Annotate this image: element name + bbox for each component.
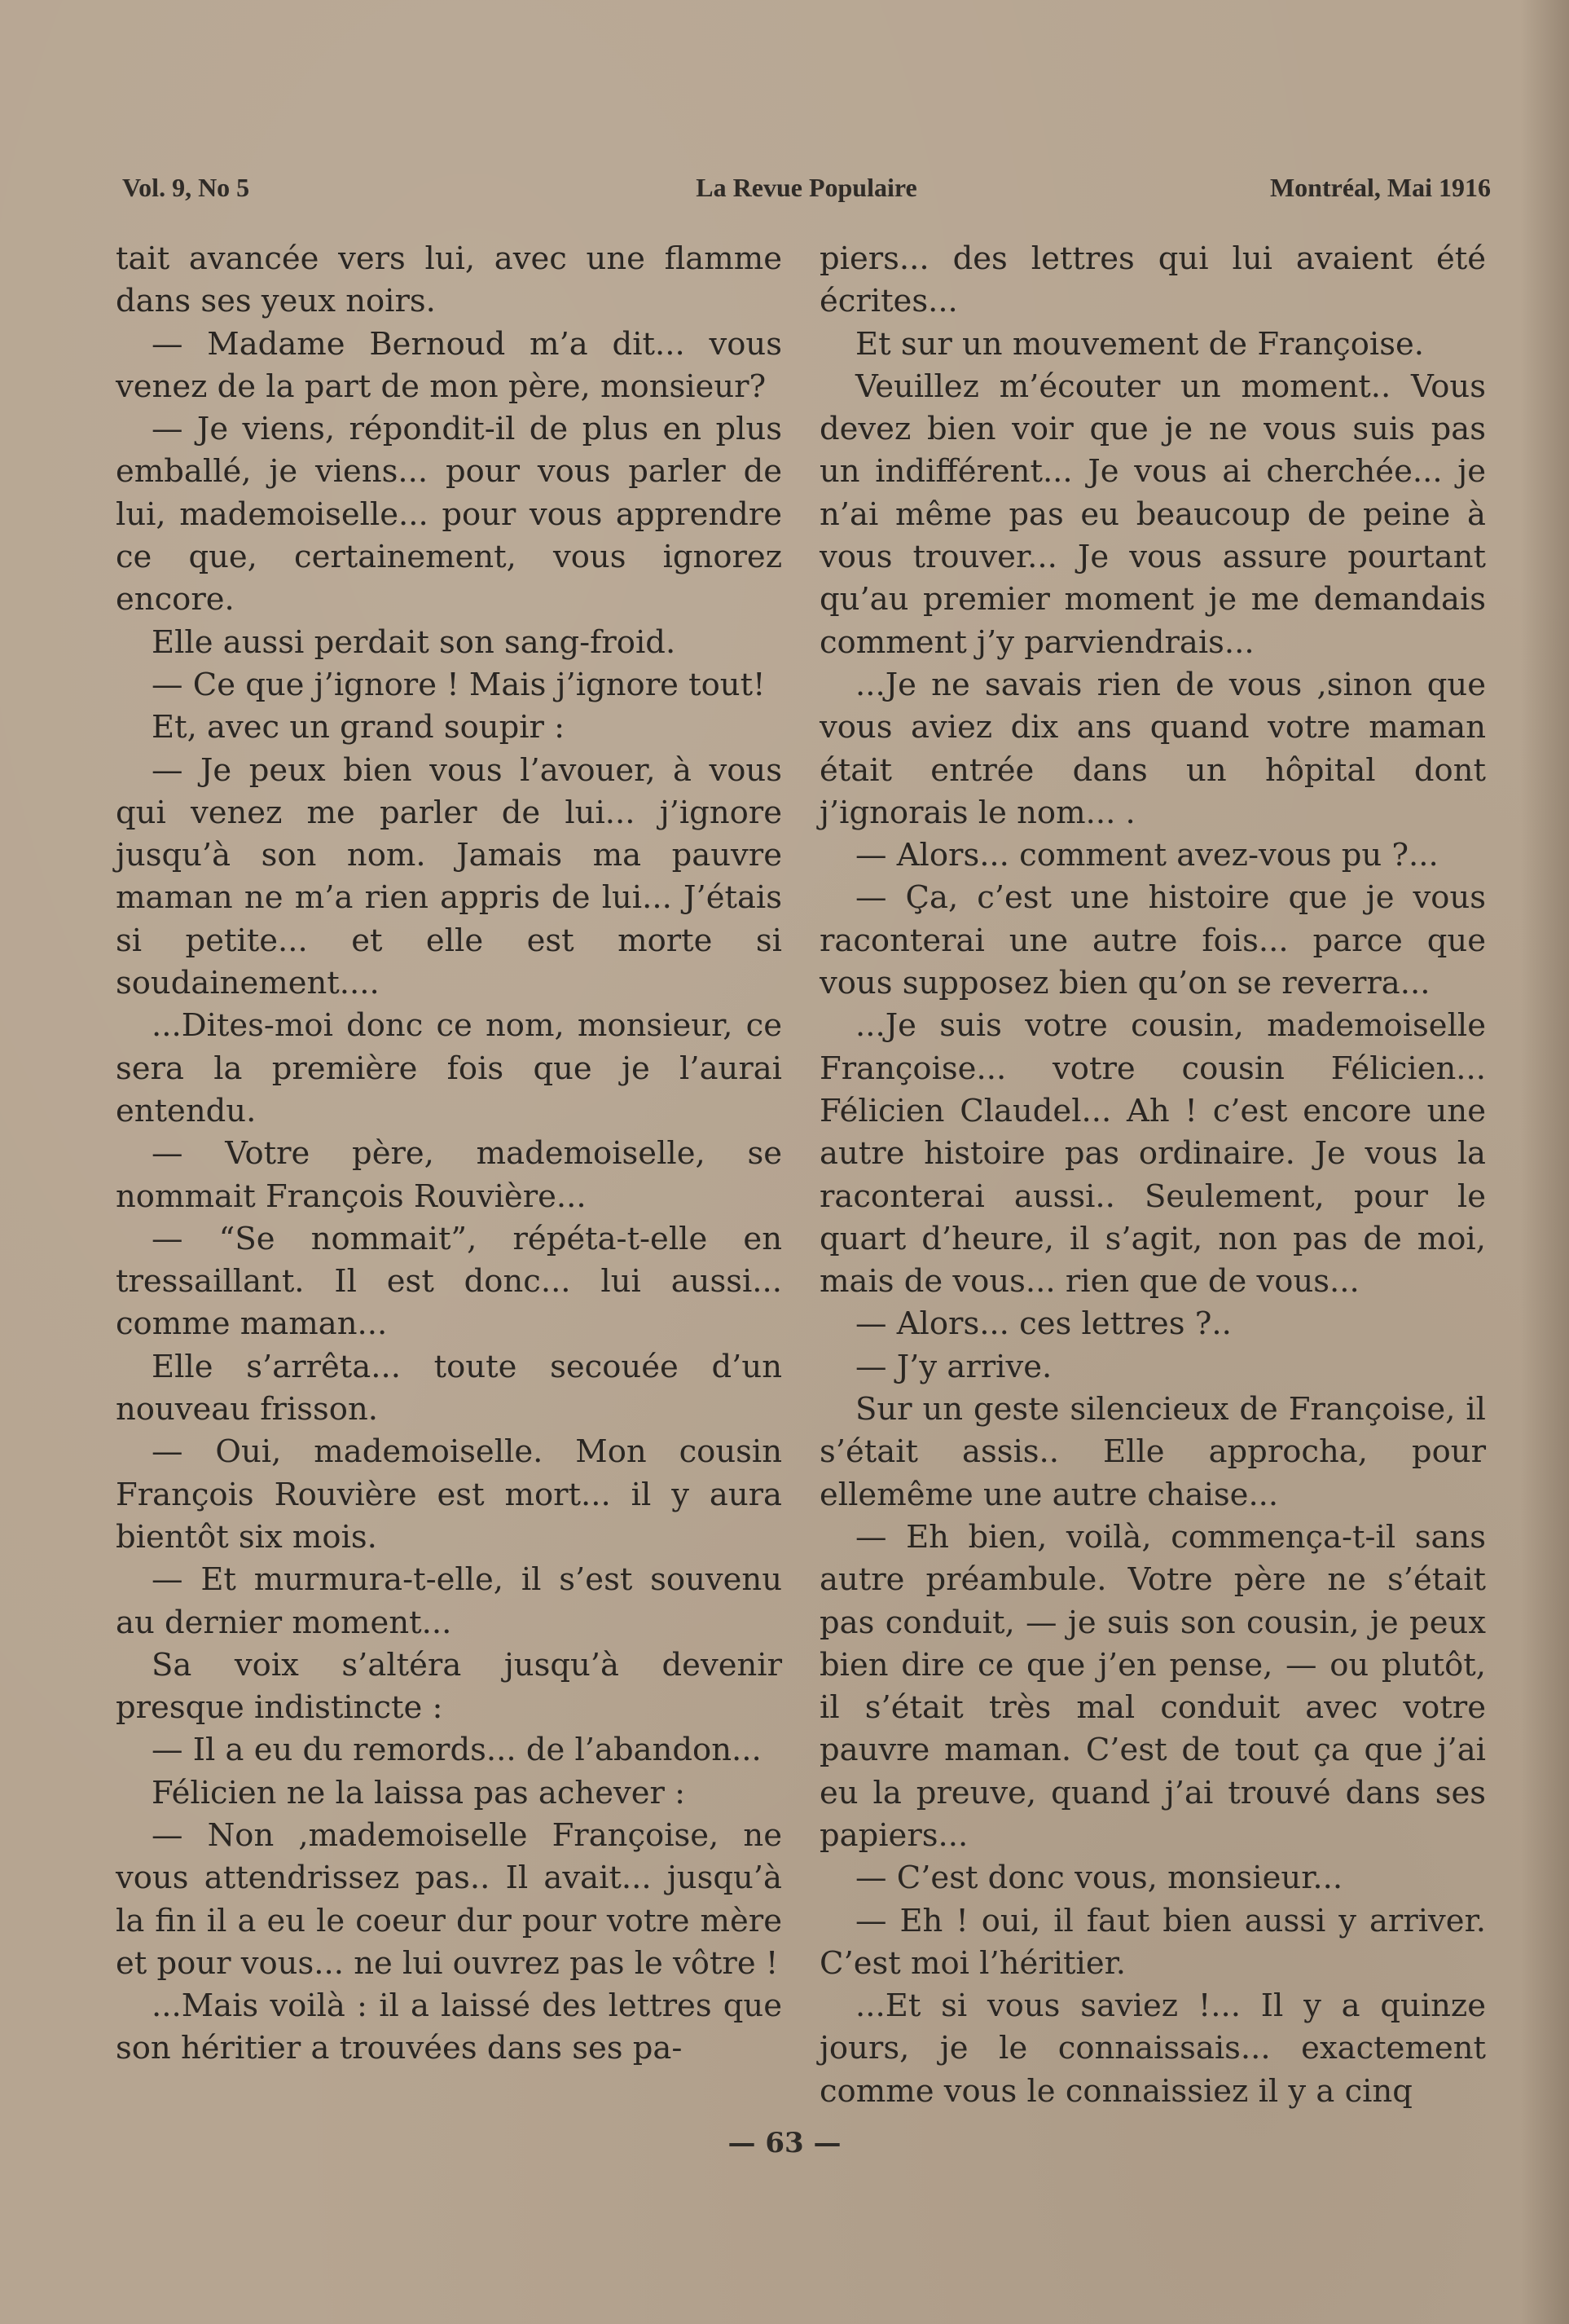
paragraph: tait avancée vers lui, avec une flamme dans ses yeux noirs. xyxy=(116,240,782,320)
paragraph: — Je viens, répondit-il de plus en plus emballé, je viens... pour vous parler de lui, mademoiselle... pour vous apprendre ce que, certainement, vous ignorez encore. xyxy=(116,411,782,618)
running-head xyxy=(122,173,1491,212)
page-number: — 63 — xyxy=(727,2127,842,2159)
paragraph: — Je peux bien vous l’avouer, à vous qui venez me parler de lui... j’ignore jusqu’à son nom. Jamais ma pauvre maman ne m’a rien appris de lui... J’étais si petite... et elle est morte si soudainement.... xyxy=(116,751,782,1002)
volume-number: Vol. 9, No 5 xyxy=(122,173,250,202)
paragraph: — C’est donc vous, monsieur... xyxy=(855,1860,1343,1897)
paragraph: piers... des lettres qui lui avaient été écrites... xyxy=(820,240,1486,320)
paragraph: ...Dites-moi donc ce nom, monsieur, ce sera la première fois que je l’aurai entendu. xyxy=(116,1007,782,1129)
paragraph: — Il a eu du remords... de l’abandon... xyxy=(152,1732,762,1769)
paragraph: — Eh bien, voilà, commença-t-il sans autre préambule. Votre père ne s’était pas conduit, — je suis son cousin, je peux bien dire ce que j’en pense, — ou plutôt, il s’était très mal conduit avec votre pauvre maman. C’est de tout ça que j’ai eu la preuve, quand j’ai trouvé dans ses papiers... xyxy=(820,1518,1486,1854)
paragraph: Et sur un mouvement de Françoise. xyxy=(855,325,1425,363)
paragraph: Sa voix s’altéra jusqu’à devenir presque indistincte : xyxy=(116,1646,782,1727)
issue-date: Montréal, Mai 1916 xyxy=(1269,173,1491,202)
paragraph: — Non ,mademoiselle Françoise, ne vous attendrissez pas.. Il avait... jusqu’à la fin il a eu le coeur dur pour votre mère et pour vous... ne lui ouvrez pas le vôtre ! xyxy=(116,1816,782,1982)
left-column xyxy=(116,238,782,2071)
paragraph: Elle s’arrêta... toute secouée d’un nouveau frisson. xyxy=(116,1348,782,1428)
paragraph: ...Mais voilà : il a laissé des lettres que son héritier a trouvées dans ses pa- xyxy=(116,1987,782,2067)
paragraph: ...Je ne savais rien de vous ,sinon que vous aviez dix ans quand votre maman était entrée dans un hôpital dont j’ignorais le nom... . xyxy=(820,666,1486,831)
paragraph: Sur un geste silencieux de Françoise, il s’était assis.. Elle approcha, pour ellemême une autre chaise... xyxy=(820,1391,1486,1513)
paragraph: — “Se nommait”, répéta-t-elle en tressaillant. Il est donc... lui aussi... comme maman... xyxy=(116,1220,782,1343)
paragraph: Veuillez m’écouter un moment.. Vous devez bien voir que je ne vous suis pas un indifférent... Je vous ai cherchée... je n’ai même pas eu beaucoup de peine à vous trouver... Je vous assure pourtant qu’au premier moment je me demandais comment j’y parviendrais... xyxy=(820,368,1486,661)
journal-title: La Revue Populaire xyxy=(696,173,917,202)
paragraph: — Madame Bernoud m’a dit... vous venez de la part de mon père, monsieur? xyxy=(116,325,782,405)
paragraph: — Eh ! oui, il faut bien aussi y arriver. C’est moi l’héritier. xyxy=(820,1902,1486,1982)
right-column xyxy=(820,238,1486,2113)
paragraph: — Alors... ces lettres ?.. xyxy=(855,1305,1232,1343)
paragraph: — Alors... comment avez-vous pu ?... xyxy=(855,837,1439,874)
paragraph: Et, avec un grand soupir : xyxy=(152,709,565,746)
paragraph: — Ça, c’est une histoire que je vous raconterai une autre fois... parce que vous supposez bien qu’on se reverra... xyxy=(820,879,1486,1002)
paragraph: — Votre père, mademoiselle, se nommait François Rouvière... xyxy=(116,1135,782,1215)
paragraph: — Et murmura-t-elle, il s’est souvenu au dernier moment... xyxy=(116,1561,782,1641)
page-edge-shadow xyxy=(1520,0,1569,2324)
paragraph: Elle aussi perdait son sang-froid. xyxy=(152,623,676,661)
paragraph: ...Et si vous saviez !... Il y a quinze jours, je le connaissais... exactement comme vous le connaissiez il y a cinq xyxy=(820,1987,1486,2110)
paragraph: — J’y arrive. xyxy=(855,1348,1053,1385)
paragraph: — Ce que j’ignore ! Mais j’ignore tout! xyxy=(152,666,766,703)
paragraph: — Oui, mademoiselle. Mon cousin François Rouvière est mort... il y aura bientôt six mois. xyxy=(116,1433,782,1556)
paragraph: ...Je suis votre cousin, mademoiselle Françoise... votre cousin Félicien... Félicien Claudel... Ah ! c’est encore une autre histoire pas ordinaire. Je vous la raconterai aussi.. Seulement, pour le quart d’heure, il s’agit, non pas de moi, mais de vous... rien que de vous... xyxy=(820,1007,1486,1301)
paragraph: Félicien ne la laissa pas achever : xyxy=(152,1774,686,1811)
